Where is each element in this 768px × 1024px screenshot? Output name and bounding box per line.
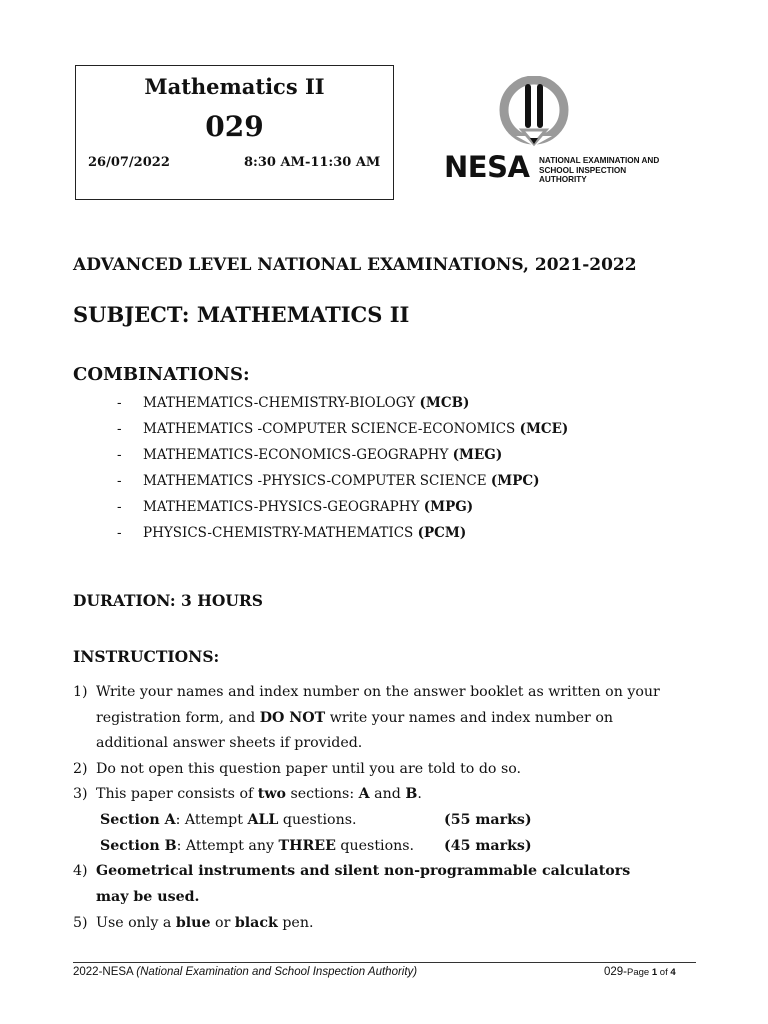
combination-name: MATHEMATICS-CHEMISTRY-BIOLOGY bbox=[143, 395, 416, 411]
emphasis: Section B bbox=[100, 838, 177, 854]
emphasis: ALL bbox=[247, 812, 279, 828]
combination-code: (MEG) bbox=[452, 447, 503, 463]
combination-name: MATHEMATICS-ECONOMICS-GEOGRAPHY bbox=[143, 447, 449, 463]
text-run: and bbox=[369, 786, 406, 802]
combination-name: PHYSICS-CHEMISTRY-MATHEMATICS bbox=[143, 525, 414, 541]
combination-code: (MCB) bbox=[419, 395, 470, 411]
exam-header-box bbox=[75, 65, 394, 200]
instruction-text: Geometrical instruments and silent non-programmable calculators bbox=[96, 863, 631, 879]
list-item bbox=[117, 447, 568, 473]
section-b-line bbox=[100, 838, 414, 854]
text-run: 2022-NESA bbox=[73, 966, 137, 978]
instruction-number: 1) bbox=[73, 684, 88, 700]
instruction-text bbox=[96, 915, 313, 931]
text-run: of bbox=[657, 967, 671, 978]
exam-title: ADVANCED LEVEL NATIONAL EXAMINATIONS, 2021-2022 bbox=[73, 255, 637, 275]
instruction-number: 5) bbox=[73, 915, 88, 931]
text-run: pen. bbox=[277, 915, 314, 931]
logo-subtitle-line: AUTHORITY bbox=[539, 175, 587, 184]
list-dash: - bbox=[117, 525, 122, 541]
authority-name: (National Examination and School Inspection Authority) bbox=[136, 966, 418, 978]
emphasis: B bbox=[405, 786, 418, 802]
instruction-text: may be used. bbox=[96, 889, 200, 905]
logo-subtitle bbox=[539, 156, 669, 185]
emphasis: DO NOT bbox=[259, 710, 326, 726]
text-run: registration form, and bbox=[96, 710, 260, 726]
section-b-marks: (45 marks) bbox=[444, 838, 532, 854]
list-dash: - bbox=[117, 473, 122, 489]
logo-subtitle-line: SCHOOL INSPECTION bbox=[539, 165, 627, 175]
list-item bbox=[117, 499, 568, 525]
logo-wordmark: NESA bbox=[444, 150, 530, 184]
combination-code: (MPC) bbox=[490, 473, 540, 489]
header-paper-code: 029 bbox=[205, 110, 264, 143]
instruction-text: additional answer sheets if provided. bbox=[96, 735, 363, 751]
pencil-emblem-icon bbox=[494, 76, 574, 148]
list-item bbox=[117, 473, 568, 499]
combination-name: MATHEMATICS-PHYSICS-GEOGRAPHY bbox=[143, 499, 420, 515]
list-dash: - bbox=[117, 499, 122, 515]
instruction-text: Do not open this question paper until you are told to do so. bbox=[96, 761, 522, 777]
section-a-marks: (55 marks) bbox=[444, 812, 532, 828]
combination-code: (MCE) bbox=[519, 421, 569, 437]
combination-code: (MPG) bbox=[423, 499, 474, 515]
instruction-number: 3) bbox=[73, 786, 88, 802]
instruction-number: 2) bbox=[73, 761, 88, 777]
emphasis: Section A bbox=[100, 812, 176, 828]
emphasis: A bbox=[358, 786, 370, 802]
text-run: Use only a bbox=[96, 915, 176, 931]
footer-divider bbox=[73, 962, 696, 963]
page-total: 4 bbox=[670, 967, 676, 978]
list-item bbox=[117, 421, 568, 447]
instruction-text bbox=[96, 710, 613, 726]
text-run: This paper consists of bbox=[96, 786, 258, 802]
footer-authority bbox=[73, 966, 417, 978]
emphasis: THREE bbox=[278, 838, 336, 854]
instruction-text bbox=[96, 786, 422, 802]
instructions-heading: INSTRUCTIONS: bbox=[73, 647, 220, 666]
header-subject: Mathematics II bbox=[144, 74, 325, 99]
combination-name: MATHEMATICS -PHYSICS-COMPUTER SCIENCE bbox=[143, 473, 487, 489]
duration-heading: DURATION: 3 HOURS bbox=[73, 591, 263, 610]
emphasis: blue bbox=[175, 915, 211, 931]
list-dash: - bbox=[117, 447, 122, 463]
text-run: questions. bbox=[278, 812, 357, 828]
footer-page-number bbox=[604, 966, 676, 978]
header-date: 26/07/2022 bbox=[88, 155, 170, 170]
page-current: 1 bbox=[651, 967, 658, 978]
subject-heading: SUBJECT: MATHEMATICS II bbox=[73, 302, 410, 327]
text-run: sections: bbox=[286, 786, 359, 802]
combination-name: MATHEMATICS -COMPUTER SCIENCE-ECONOMICS bbox=[143, 421, 516, 437]
list-item bbox=[117, 525, 568, 551]
section-a-line bbox=[100, 812, 357, 828]
combination-code: (PCM) bbox=[417, 525, 467, 541]
instruction-number: 4) bbox=[73, 863, 88, 879]
text-run: : Attempt any bbox=[176, 838, 279, 854]
list-dash: - bbox=[117, 395, 122, 411]
list-dash: - bbox=[117, 421, 122, 437]
text-run: . bbox=[417, 786, 422, 802]
combinations-list bbox=[117, 395, 568, 551]
instruction-text: Write your names and index number on the answer booklet as written on your bbox=[96, 684, 660, 700]
emphasis: two bbox=[257, 786, 286, 802]
text-run: or bbox=[210, 915, 235, 931]
text-run: : Attempt bbox=[175, 812, 248, 828]
text-run: 029- bbox=[604, 966, 628, 978]
nesa-logo bbox=[444, 76, 669, 188]
logo-subtitle-line: NATIONAL EXAMINATION AND bbox=[539, 156, 660, 165]
emphasis: black bbox=[234, 915, 278, 931]
text-run: write your names and index number on bbox=[325, 710, 614, 726]
text-run: Page bbox=[627, 967, 652, 978]
list-item bbox=[117, 395, 568, 421]
combinations-heading: COMBINATIONS: bbox=[73, 364, 250, 385]
header-time: 8:30 AM-11:30 AM bbox=[244, 155, 381, 170]
text-run: questions. bbox=[335, 838, 415, 854]
